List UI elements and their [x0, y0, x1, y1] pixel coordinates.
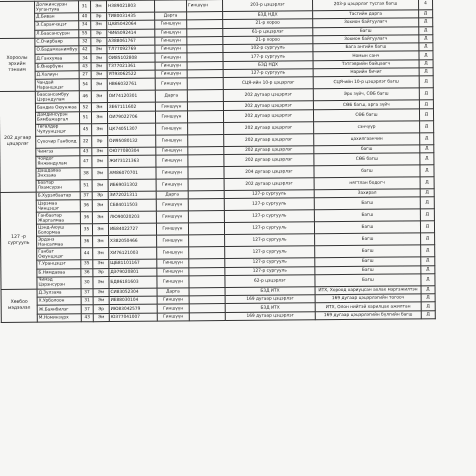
job-title-cell: Тасгийн дарга — [313, 10, 419, 19]
edge-cell: Д — [419, 60, 433, 68]
role-cell: Гиншүүн — [156, 235, 188, 247]
edge-cell: Д — [420, 209, 434, 221]
sex-cell: Эм — [92, 180, 108, 192]
edge-cell: Д — [420, 153, 434, 165]
person-name: Б.Хурэлбаатар — [36, 192, 80, 201]
sex-cell: Эм — [93, 248, 109, 260]
organization-cell: 127-р сургууль — [224, 190, 314, 199]
role-cell: Гиншүүн — [156, 135, 188, 147]
registration-number: ОИ79022706 — [107, 111, 155, 123]
group-name: 202 дугаар цэцэрлэг — [0, 92, 36, 193]
organization-cell: 127-р сургууль — [225, 246, 315, 259]
edge-cell: Д — [419, 26, 433, 34]
edge-cell: Д — [420, 144, 434, 152]
edge-cell: Д — [419, 18, 433, 26]
organization-cell: 21-р хороо — [223, 19, 313, 28]
organization-cell: 202 дугаар цэцэрлэг — [223, 89, 313, 102]
age-cell: 30 — [81, 277, 93, 289]
registration-number: ТЗ77021361 — [107, 62, 155, 71]
employer-cell — [187, 70, 223, 79]
edge-cell: Д — [420, 165, 434, 177]
employer-cell — [187, 102, 223, 111]
edge-cell: Д — [419, 10, 433, 18]
edge-cell: Д — [419, 88, 433, 100]
job-title-cell: цахилгаанчин — [314, 133, 420, 146]
edge-cell: Д — [419, 68, 433, 76]
job-title-cell: Багш — [314, 197, 420, 210]
role-cell: Гиншүүн — [155, 20, 187, 29]
sex-cell: Эм — [91, 103, 107, 111]
registration-number: ИЮ83042579 — [109, 305, 157, 314]
person-name: Цэнд-Аюуш Болормаа — [36, 224, 80, 236]
age-cell: 36 — [80, 200, 92, 212]
job-title-cell: багш — [314, 145, 420, 154]
edge-cell: Д — [421, 265, 435, 273]
age-cell: 51 — [79, 111, 91, 123]
role-cell: Гиншүүн — [155, 70, 187, 79]
registration-number: ИБ84022727 — [108, 223, 156, 235]
person-name: Чойдог Янжиндулам — [36, 156, 80, 168]
job-title-cell: СӨБ багш — [313, 109, 419, 122]
sex-cell: Эм — [93, 260, 109, 268]
job-title-cell: СӨБ багш, арга зүйч — [313, 100, 419, 109]
employer-cell — [187, 12, 223, 21]
edge-cell: Д — [420, 189, 434, 197]
age-cell: 36 — [81, 268, 93, 276]
age-cell: 52 — [79, 103, 91, 111]
role-cell: Гиншүүн — [156, 167, 188, 179]
age-cell: 46 — [79, 91, 91, 103]
sex-cell: Эр — [93, 305, 109, 313]
sex-cell: Эм — [93, 313, 109, 321]
employer-cell — [189, 287, 225, 296]
organization-cell: 127-р сургууль — [224, 222, 314, 235]
registration-number: ОИ74120301 — [107, 91, 155, 103]
organization-cell: 204 дугаар цэцэрлэг — [224, 166, 314, 179]
sex-cell: Эм — [91, 21, 107, 29]
job-title-cell: 169 дугаар цэцэрлэгийн тогооч — [315, 294, 421, 303]
organization-cell: 177-р сургууль — [223, 52, 313, 61]
edge-cell: 4 — [418, 0, 432, 10]
registration-number: ОИ85102808 — [107, 54, 155, 63]
sex-cell: Эр — [92, 192, 108, 200]
role-cell: Дарга — [156, 191, 188, 200]
sex-cell: Эр — [91, 29, 107, 37]
employer-cell — [188, 146, 224, 155]
role-cell: Гиншүүн — [155, 78, 187, 90]
job-title-cell: Захирал — [314, 189, 420, 198]
employer-cell — [188, 199, 224, 211]
registration-number: ЖИ73121363 — [108, 155, 156, 167]
edge-cell: Д — [419, 43, 433, 51]
organization-cell: 202 дугаар цэцэрлэг — [224, 178, 314, 191]
role-cell: Дарга — [157, 288, 189, 297]
person-name: М.Номинзүрх — [37, 314, 81, 323]
registration-number: ЛЮ90020203 — [108, 211, 156, 223]
employer-cell — [189, 259, 225, 268]
role-cell: Гиншүүн — [157, 276, 189, 288]
job-title-cell: Зохион байгуулагч — [313, 18, 419, 27]
role-cell: Гиншүүн — [157, 259, 189, 268]
age-cell: 38 — [80, 168, 92, 180]
job-title-cell: Багш — [315, 257, 421, 266]
age-cell: 22 — [80, 135, 92, 147]
age-cell: 36 — [80, 212, 92, 224]
person-name: Дашдаваа Энхзаяа — [36, 168, 80, 180]
organization-cell: 127-р сургууль — [224, 210, 314, 223]
sex-cell: Эр — [92, 135, 108, 147]
edge-cell: Д — [419, 51, 433, 59]
sex-cell: Эм — [92, 123, 108, 135]
age-cell: 31 — [78, 1, 90, 13]
organization-cell: 127-р сургууль — [224, 234, 314, 247]
organization-cell: БЗД ИТХ — [225, 303, 315, 312]
organization-cell: БЗД НДХ — [223, 61, 313, 70]
edge-cell: Д — [421, 294, 435, 302]
job-title-cell: Багш — [313, 26, 419, 35]
sex-cell: Эр — [91, 13, 107, 21]
organization-cell: 169 дугаар цэцэрлэг — [225, 312, 315, 321]
person-name: Төгөлдөр Чулуунцэцэг — [36, 123, 80, 135]
employer-cell — [188, 167, 224, 179]
role-cell: Гиншүүн — [156, 155, 188, 167]
employer-cell — [188, 223, 224, 235]
edge-cell: Д — [421, 310, 435, 318]
edge-cell: Д — [421, 274, 435, 286]
role-cell: Гиншүүн — [156, 211, 188, 223]
role-cell: Гиншүүн — [155, 62, 187, 71]
sex-cell: Эм — [90, 1, 106, 13]
registration-number: ТИ80031435 — [107, 12, 155, 21]
sex-cell: Эм — [93, 297, 109, 305]
job-title-cell: 203-р цэцэрлэг тусгах багш — [312, 0, 418, 11]
role-cell: Гиншүүн — [157, 267, 189, 276]
employer-cell — [189, 312, 225, 321]
edge-cell: Д — [420, 233, 434, 245]
sex-cell: Эм — [93, 276, 109, 288]
age-cell: 34 — [79, 21, 91, 29]
age-cell: 45 — [80, 123, 92, 135]
age-cell: 42 — [79, 46, 91, 54]
role-cell: Гиншүүн — [155, 45, 187, 54]
edge-cell: Д — [420, 132, 434, 144]
sex-cell: Эм — [92, 168, 108, 180]
edge-cell: Д — [419, 100, 433, 108]
registration-number: ТЛ77092769 — [107, 45, 155, 54]
sex-cell: Эр — [93, 268, 109, 276]
job-title-cell: Зохион байгуулагч — [313, 35, 419, 44]
sex-cell: Эм — [92, 147, 108, 155]
employer-cell — [189, 247, 225, 259]
sex-cell: Эм — [91, 62, 107, 70]
person-name: Должинсүрэн Уугантуяа — [35, 1, 79, 13]
edge-cell: Д — [421, 245, 435, 257]
organization-cell: 21-р хороо — [223, 36, 313, 45]
edge-cell: Д — [419, 76, 433, 88]
sex-cell: Эм — [91, 79, 107, 91]
sex-cell: Эм — [92, 224, 108, 236]
employer-cell — [188, 211, 224, 223]
organization-cell: 202 дугаар цэцэрлэг — [223, 101, 313, 110]
registration-number: ЧИ65092414 — [107, 29, 155, 38]
job-title-cell: Нарийн бичиг — [313, 68, 419, 77]
edge-cell: Д — [421, 286, 435, 294]
role-cell: Гиншүүн — [155, 37, 187, 46]
employer-cell — [187, 36, 223, 45]
employer-cell — [189, 267, 225, 276]
role-cell: Гиншүүн — [155, 53, 187, 62]
registration-number: ЗИ72021311 — [108, 191, 156, 200]
registration-number: ИБ69031302 — [108, 179, 156, 191]
age-cell: 37 — [81, 289, 93, 297]
edge-cell: Д — [420, 221, 434, 233]
age-cell: 54 — [79, 79, 91, 91]
registration-number: СИ83052304 — [109, 288, 157, 297]
sex-cell: Эм — [91, 91, 107, 103]
organization-cell: 202 дугаар цэцэрлэг — [223, 109, 313, 122]
job-title-cell: Багш — [314, 233, 420, 246]
age-cell: 43 — [81, 313, 93, 321]
role-cell: Гиншүүн — [157, 296, 189, 305]
registration-number: БД86181603 — [109, 276, 157, 288]
person-name: Б.Өнөрбүян — [35, 63, 79, 72]
person-name: Чимгээ — [36, 147, 80, 156]
age-cell: 32 — [79, 38, 91, 46]
sex-cell: Эм — [91, 54, 107, 62]
job-title-cell: Багш — [315, 245, 421, 258]
employer-cell — [189, 275, 225, 287]
edge-cell: Д — [421, 302, 435, 310]
age-cell: 35 — [80, 224, 92, 236]
person-name: Чимэд Цэрэнсүрэн — [37, 277, 81, 289]
registration-number: ЦА85042064 — [107, 20, 155, 29]
job-title-cell: СӨБ багш — [314, 153, 420, 166]
person-name: Ж.Баянбилэг — [37, 305, 81, 314]
role-cell: Гиншүүн — [157, 313, 189, 322]
job-title-cell: Багш — [315, 274, 421, 287]
organization-cell: 102-р сургууль — [223, 44, 313, 53]
organization-cell: 127-р сургууль — [223, 69, 313, 78]
person-name: Бандиа Оюунжаа — [35, 103, 79, 112]
employer-cell — [188, 179, 224, 191]
job-title-cell: Бага ангийн багш — [313, 43, 419, 52]
sex-cell: Эм — [91, 111, 107, 123]
job-title-cell: ИТХ, Хороод хариуцсан ахлах мэргэжилтэн — [315, 286, 421, 295]
age-cell: 40 — [79, 13, 91, 21]
person-name: О.Бадамханимбуу — [36, 47, 78, 54]
person-name: Ганбат Оюунцэцэг — [37, 248, 81, 260]
age-cell: 44 — [81, 248, 93, 260]
person-name: Д.Зулзаяа — [37, 289, 81, 298]
age-cell: 43 — [80, 147, 92, 155]
person-name: Д.Халиун — [35, 71, 79, 80]
registration-number: УП93062522 — [107, 70, 155, 79]
job-title-cell: ИТХ, Олон нийтэй харилцах ажилтан — [315, 302, 421, 311]
employer-cell: Гиншүүн — [186, 0, 222, 12]
employer-cell — [188, 235, 224, 247]
role-cell: Гиншүүн — [156, 223, 188, 235]
group-name: Хөвбоо мэдээлэл — [1, 289, 37, 323]
age-cell: 43 — [79, 62, 91, 70]
role-cell: Гиншүүн — [157, 247, 189, 259]
employer-cell — [187, 61, 223, 70]
person-name: Дамдинсүрэн Бямбажаргал — [35, 111, 79, 123]
job-title-cell: Номын санч — [313, 51, 419, 60]
sex-cell: Эм — [93, 288, 109, 296]
job-title-cell: сэнчүүр — [314, 121, 420, 134]
job-title-cell: Багш — [314, 221, 420, 234]
age-cell: 27 — [79, 71, 91, 79]
sex-cell: Эм — [92, 200, 108, 212]
employer-cell — [187, 78, 223, 90]
organization-cell: БЗД НДХ — [223, 11, 313, 20]
person-name: Л.Баасансүрэн — [35, 29, 79, 38]
organization-cell: 61-р цэцэрлэг — [223, 27, 313, 36]
age-cell: 34 — [79, 54, 91, 62]
job-title-cell: Тэтгэврийн байцаагч — [313, 60, 419, 69]
employer-cell — [187, 53, 223, 62]
organization-cell: 169 дугаар цэцэрлэг — [225, 295, 315, 304]
employer-cell — [187, 110, 223, 122]
person-name: Э.Саранчэцэг — [35, 21, 79, 30]
job-title-cell: Багш — [315, 265, 421, 274]
organization-cell: 202 дугаар цэцэрлэг — [224, 145, 314, 154]
registration-number: НЗ89021803 — [106, 0, 154, 12]
sex-cell: Эм — [92, 212, 108, 224]
registration-number: ОЮ77080304 — [108, 147, 156, 156]
registration-number: ХИ76121003 — [109, 247, 157, 259]
sex-cell: Эм — [91, 71, 107, 79]
role-cell — [154, 0, 186, 12]
role-cell: Гиншүүн — [156, 199, 188, 211]
edge-cell: Д — [421, 257, 435, 265]
organization-cell: 62-р цэцэрлэг — [225, 275, 315, 288]
role-cell: Гиншүүн — [157, 304, 189, 313]
role-cell: Гиншүүн — [155, 102, 187, 111]
job-title-cell: нягтлан бодогч — [314, 177, 420, 190]
role-cell: Гиншүүн — [155, 28, 187, 37]
group-name: 127 -р сургууль — [0, 192, 37, 289]
employer-cell — [188, 155, 224, 167]
registration-number: ОИ95080132 — [108, 135, 156, 147]
role-cell: Дарга — [155, 90, 187, 102]
person-name: Д.Ганхуяаа — [35, 54, 79, 63]
person-name: Сүхочир Ганболд — [36, 135, 80, 147]
edge-cell: Д — [419, 35, 433, 43]
organization-cell: 202 дугаар цэцэрлэг — [224, 154, 314, 167]
employer-cell — [188, 122, 224, 134]
person-name: С.Очирбаяр — [35, 38, 79, 47]
sex-cell: Эр — [91, 37, 107, 45]
person-name: Ганбаатар Жаргалмаа — [36, 212, 80, 224]
organization-cell: 127-р сургууль — [225, 266, 315, 275]
edge-cell: Д — [420, 120, 434, 132]
employer-cell — [187, 20, 223, 29]
job-title-cell: багш — [314, 165, 420, 178]
organization-cell: 202 дугаар цэцэрлэг — [224, 133, 314, 146]
employer-cell — [189, 304, 225, 313]
registration-number: АЗ88061767 — [107, 37, 155, 46]
registration-number: ДЭ79020801 — [109, 268, 157, 277]
person-name: Д.Биван — [35, 13, 79, 22]
registration-number: НВ66032761 — [107, 79, 155, 91]
registration-number: АМ86070701 — [108, 167, 156, 179]
registration-number: ЮЗ77041007 — [109, 313, 157, 322]
sex-cell: Эм — [93, 236, 109, 248]
employer-cell — [188, 191, 224, 200]
age-cell: 47 — [80, 156, 92, 168]
registration-number: СБ84011503 — [108, 199, 156, 211]
job-title-cell: СЦЯ-ийн 10-р цэцэрлэг багш — [313, 76, 419, 89]
organization-cell: 127-р сургууль — [224, 198, 314, 211]
group-name — [0, 1, 35, 38]
job-title-cell: Эрх зүйч, СӨБ багш — [313, 88, 419, 101]
edge-cell: Д — [420, 177, 434, 189]
role-cell: Гиншүүн — [156, 123, 188, 135]
person-name: Б.Нямдаваа — [37, 268, 81, 277]
edge-cell: Д — [419, 108, 433, 120]
person-name: Х.Урболоон — [37, 297, 81, 306]
organization-cell: 202 дугаар цэцэрлэг — [224, 121, 314, 134]
registration-number: ЦК74051307 — [108, 123, 156, 135]
person-name: Цэрэмаа Чинцэцэг — [36, 200, 80, 212]
age-cell: 37 — [80, 192, 92, 200]
age-cell: 37 — [81, 305, 93, 313]
role-cell: Дарга — [155, 12, 187, 21]
organization-cell: БЗД ИТХ — [225, 287, 315, 296]
sex-cell: Эм — [92, 156, 108, 168]
organization-cell: СЦЯ-ийн 10-р цэцэрлэг — [223, 77, 313, 90]
age-cell: 36 — [81, 236, 93, 248]
group-name: Хороолы эрхийн тэнхим — [0, 38, 35, 92]
employer-cell — [187, 28, 223, 37]
person-name: Баасансамбуу Цэрэндулам — [35, 91, 79, 103]
registration-number: ЗЕ67111602 — [107, 103, 155, 112]
age-cell: 31 — [81, 297, 93, 305]
organization-cell: 203-р цэцэрлэг — [222, 0, 312, 12]
job-title-cell: Багш — [314, 209, 420, 222]
person-name: Баатар Лхамсүрэн — [36, 180, 80, 192]
role-cell: Гиншүүн — [155, 111, 187, 123]
age-cell: 51 — [80, 180, 92, 192]
person-name: Т.Уранцэцэг — [37, 260, 81, 269]
role-cell: Гиншүүн — [156, 179, 188, 191]
role-cell: Гиншүүн — [156, 147, 188, 156]
edge-cell: Д — [420, 197, 434, 209]
person-name: Эрдэнэ Нансалмаа — [37, 236, 81, 248]
age-cell: 55 — [79, 29, 91, 37]
person-name: Чандай Наранцэцэг — [35, 79, 79, 91]
organization-cell: 127-р сургууль — [225, 258, 315, 267]
registration-number: ХЗ82050466 — [108, 235, 156, 247]
employer-cell — [188, 134, 224, 146]
age-cell: 35 — [81, 260, 93, 268]
sex-cell: Эм — [91, 46, 107, 54]
job-title-cell: 169 дугаар цэцэрлэгийн бүлгийн багш — [315, 311, 421, 320]
employer-cell — [187, 90, 223, 102]
registration-number: ЩБ81101167 — [109, 259, 157, 268]
employer-cell — [187, 45, 223, 54]
registration-number: ИЕ88030104 — [109, 296, 157, 305]
employer-cell — [189, 296, 225, 305]
